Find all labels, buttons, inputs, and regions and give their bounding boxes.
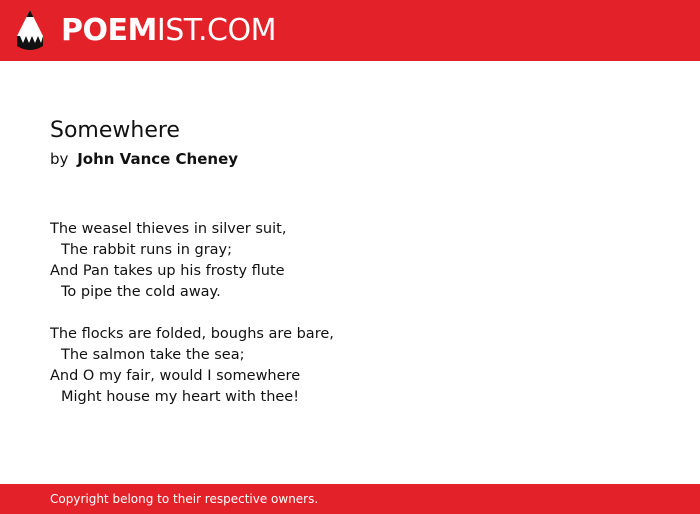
author-link[interactable]: John Vance Cheney [77, 150, 239, 168]
by-label: by [50, 150, 69, 168]
poem-title: Somewhere [50, 118, 180, 143]
poem-line: The salmon take the sea; [61, 347, 245, 363]
poem-line: Might house my heart with thee! [61, 389, 300, 405]
poem-line: And Pan takes up his frosty flute [50, 263, 285, 279]
byline [50, 148, 238, 170]
poem-body [50, 219, 650, 429]
poem-line: And O my fair, would I somewhere [50, 368, 301, 384]
pencil-logo-icon[interactable] [17, 10, 43, 52]
site-logo-text[interactable] [61, 11, 276, 51]
brand-bold: POEM [61, 13, 157, 48]
site-header [0, 0, 700, 61]
copyright-text: Copyright belong to their respective owners. [50, 492, 319, 506]
poem-line: The weasel thieves in silver suit, [50, 221, 287, 237]
poem-line: To pipe the cold away. [61, 284, 221, 300]
poem-line: The rabbit runs in gray; [61, 242, 233, 258]
stanza [50, 219, 650, 303]
stanza [50, 324, 650, 408]
brand-light: IST.COM [156, 13, 276, 48]
poem-line: The flocks are folded, boughs are bare, [50, 326, 334, 342]
site-footer [0, 484, 700, 514]
